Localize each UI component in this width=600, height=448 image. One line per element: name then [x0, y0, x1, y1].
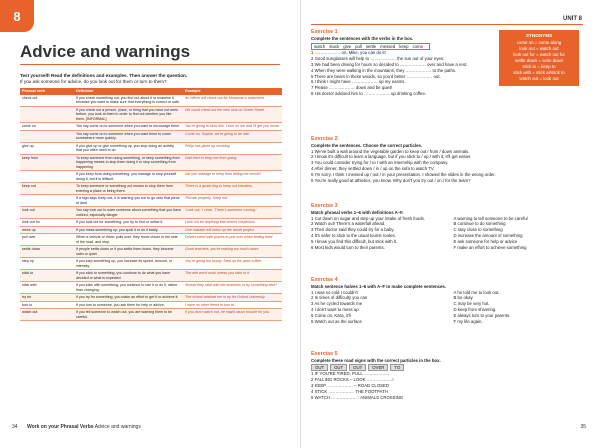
match-item: E always turn to your parents.: [453, 312, 511, 318]
word-box-item: stuck: [329, 43, 340, 49]
table-row: [20, 95, 282, 107]
match-item: 2 Watch out! There's a waterfall ahead.: [311, 221, 386, 227]
intro-question: If you ask someone for advice, do you look out for them or turn to them?: [20, 79, 167, 84]
cell-definition: If a sign says Keep out, it is warning you not to go onto that piece of land.: [74, 195, 183, 207]
exercise-item: 4 STICK ……………… THE FOOTPATH: [311, 388, 388, 394]
table-row: [20, 234, 282, 246]
exercise-item: 3 KEEP ……………… – ROAD CLOSED: [311, 382, 390, 388]
exercise-2-instruction: Complete the sentences. Choose the correct particles.: [311, 142, 423, 148]
cell-example: Drivers need safe places to pull over when feeling tired.: [183, 234, 282, 246]
cell-phrasal-verb: settle down: [20, 246, 74, 258]
synonym-item: stick to = keep to: [522, 64, 556, 69]
particle-box-item: OUT: [311, 364, 328, 372]
cell-phrasal-verb: [20, 195, 74, 207]
cell-phrasal-verb: look out for: [20, 219, 74, 227]
cell-definition: If people settle down or if you settle them down, they become calm or quiet.: [74, 246, 183, 258]
match-item: D increase the amount of something: [453, 232, 523, 238]
title-divider: [20, 64, 280, 65]
match-item: 4 It's safer to stick to the usual tourist routes.: [311, 232, 396, 238]
synonyms-list: [499, 40, 579, 82]
intro-instruction: Test yourself! Read the definitions and examples. Then answer the question.: [20, 73, 188, 78]
word-box-item: pull: [355, 43, 362, 49]
definitions-table: [20, 88, 282, 321]
exercise-5-instruction: Complete these road signs with the correct particles in the box.: [311, 357, 441, 363]
table-row: [20, 294, 282, 302]
cell-definition: If you step something up, you increase its speed, amount, or intensity.: [74, 258, 183, 270]
cell-definition: If you stick with something, you continue to use it or do it, rather than changing.: [74, 282, 183, 294]
exercise-item: 6 I think I might have ……………… up my exams.: [311, 79, 406, 85]
synonym-item: stick with = stick at/stick to: [513, 70, 565, 75]
table-row: [20, 226, 282, 234]
match-item: D keep from shivering.: [453, 306, 497, 312]
unit-number: 8: [13, 8, 21, 24]
cell-example: The diet won't work unless you stick to it.: [183, 270, 282, 282]
table-row: [20, 270, 282, 282]
exercise-item: 6 You're really good at athletics, you know. Why don't you try out / on / for the team?: [311, 177, 471, 183]
table-row: [20, 195, 282, 207]
match-item: B continue to do something: [453, 221, 506, 227]
exercise-5-word-box: [311, 364, 406, 372]
match-item: 5 Come on, Kara, it'll: [311, 312, 351, 318]
table-row: [20, 309, 282, 321]
match-item: 2 In times of difficulty you can: [311, 295, 368, 301]
cell-example: The school advised me to try for Oxford University.: [183, 294, 282, 302]
cell-phrasal-verb: [20, 171, 74, 183]
word-box-item: watch: [314, 43, 326, 49]
table-row: [20, 219, 282, 227]
cell-example: Good teachers, you're making too much noise.: [183, 246, 282, 258]
exercise-4-right: [454, 290, 597, 325]
cell-example: One mistake will mess up the whole project.: [183, 226, 282, 234]
cell-definition: If you check out a person, place, or thing that you have not seen before, you look at them in order to find out whether you like them. [INFORMAL]: [74, 106, 183, 123]
cell-example: We could check out the new club on Green Street.: [183, 106, 282, 123]
cell-definition: You say look out to warn someone about something that you have noticed, especially danger.: [74, 207, 183, 219]
cell-example: Look out for anything that seems suspicious.: [183, 219, 282, 227]
word-box-item: settle: [365, 43, 377, 49]
exercise-item: 4 After dinner, they settled down / in / up on the sofa to watch TV.: [311, 165, 435, 171]
table-row: [20, 130, 282, 142]
match-item: F my life again.: [453, 318, 483, 324]
cell-definition: If you stick to something, you continue to do what you have decided or what is expected.: [74, 270, 183, 282]
exercise-item: 7 Please ……………… down and be quiet!: [311, 85, 393, 91]
cell-example: Philip has given up smoking.: [183, 142, 282, 154]
table-row: [20, 258, 282, 270]
exercise-1: [311, 30, 496, 97]
unit-tab: [0, 0, 34, 32]
page-number-right: 35: [580, 424, 586, 430]
exercise-item: 3 You could consider trying for / to / with an internship with the company.: [311, 160, 449, 166]
match-item: E ask someone for help or advice: [453, 238, 518, 244]
cell-phrasal-verb: stick to: [20, 270, 74, 282]
exercise-3-title: Exercise 3: [311, 203, 338, 209]
cell-phrasal-verb: mess up: [20, 226, 74, 234]
cell-definition: When a vehicle or driver pulls over, they move closer to the side of the road, and stop.: [74, 234, 183, 246]
exercise-item: 2 Good sunglasses will help to ……………… the sun out of your eyes.: [311, 56, 445, 62]
book-title: Work on your Phrasal Verbs: [26, 424, 94, 430]
exercise-3-instruction: Match phrasal verbs 1–6 with definitions A–F.: [311, 209, 404, 215]
table-body: [20, 95, 282, 321]
cell-phrasal-verb: watch out: [20, 309, 74, 321]
right-page: [301, 0, 600, 448]
cell-phrasal-verb: stick with: [20, 282, 74, 294]
unit-divider: [311, 24, 583, 25]
particle-box-item: OUT: [330, 364, 347, 372]
exercise-item: 8 His doctor advised him to ……………… up drinking coffee.: [311, 90, 427, 96]
exercise-5: [311, 352, 596, 400]
cell-definition: You say come on to someone when you want them to come somewhere more quickly.: [74, 130, 183, 142]
exercise-item: 1 ……………… on, Mike, you can do it!: [311, 50, 386, 56]
exercise-2-items: [311, 149, 591, 184]
cell-example: There is a guard dog to keep out intruders.: [183, 183, 282, 195]
word-box-item: come: [412, 43, 424, 49]
table-row: [20, 142, 282, 154]
word-box-item: give: [343, 43, 352, 49]
exercise-item: 2 FALLING ROCKS – LOOK ………………!: [311, 377, 394, 383]
exercise-item: 4 When they were walking in the mountains, they ……………… to the paths.: [311, 67, 457, 73]
cell-phrasal-verb: keep from: [20, 154, 74, 171]
exercise-item: 1 We've built a wall around the vegetable garden to keep out / from / down animals.: [311, 148, 470, 154]
cell-definition: You say come on to someone when you want to encourage them.: [74, 123, 183, 131]
cell-phrasal-verb: look out: [20, 207, 74, 219]
exercise-2: [311, 137, 591, 183]
exercise-5-title: Exercise 5: [311, 351, 338, 357]
exercise-3-right: [454, 216, 597, 251]
exercise-item: 1 IF YOU'RE TIRED, PULL ………………: [311, 371, 390, 377]
exercise-1-items: [311, 50, 496, 96]
synonyms-header: SYNONYMS: [525, 33, 553, 38]
synonym-item: come on = come along: [516, 40, 562, 45]
header-definition: Definition: [74, 88, 183, 95]
exercise-4-left: [311, 290, 454, 325]
exercise-1-title: Exercise 1: [311, 29, 338, 35]
table-row: [20, 246, 282, 258]
header-example: Example: [183, 88, 282, 95]
cell-definition: If you keep from doing something, you manage to stop yourself doing it, but it is difficult.: [74, 171, 183, 183]
table-row: [20, 123, 282, 131]
particle-box-item: OVER: [368, 364, 388, 372]
synonym-item: look out for = watch out for: [513, 52, 565, 57]
match-item: F make an effort to achieve something: [453, 244, 527, 250]
intro-text: [20, 73, 285, 85]
cell-example: An officer will check out Mr Mossman's statement.: [183, 95, 282, 107]
synonym-item: settle down = calm down: [514, 58, 564, 63]
cell-example: You're going to blow this. Leon on me and I'll get you home.: [183, 123, 282, 131]
table-row: [20, 301, 282, 309]
table-row: [20, 183, 282, 195]
cell-example: Dad tried to keep me from going.: [183, 154, 282, 171]
word-box-item: keep: [399, 43, 409, 49]
table-row: [20, 282, 282, 294]
exercise-item: 5 WATCH ……………… : ANIMALS CROSSING: [311, 394, 404, 400]
header-phrasal-verb: Phrasal verb: [20, 88, 74, 95]
cell-definition: To keep someone from doing something, or keep something from happening means to stop them doing it or stop something from happening.: [74, 154, 183, 171]
exercise-1-word-box: [311, 43, 430, 51]
table-row: [20, 207, 282, 219]
match-item: 4 I don't want to mess up: [311, 306, 359, 312]
exercise-4: [311, 278, 596, 324]
match-item: 5 I know you find this difficult, but stick with it.: [311, 238, 398, 244]
cell-example: Did you manage to keep from telling the secret?: [183, 171, 282, 183]
match-item: 3 Their doctor said they could try for a baby.: [311, 227, 395, 233]
match-item: 1 Cut down on sugar and step up your intake of fresh foods.: [311, 215, 425, 221]
cell-phrasal-verb: try for: [20, 294, 74, 302]
synonym-item: watch out = look out: [519, 76, 559, 81]
table-row: [20, 154, 282, 171]
cell-phrasal-verb: [20, 130, 74, 142]
match-item: 6 Most kids would turn to their parents.: [311, 244, 385, 250]
exercise-3-left: [311, 216, 454, 251]
cell-definition: If you mess something up, you spoil it or do it badly.: [74, 226, 183, 234]
left-footer: [12, 424, 141, 430]
particle-box-item: OUT: [349, 364, 366, 372]
match-item: 1 I was so cold I couldn't: [311, 289, 358, 295]
word-box-item: messed: [380, 43, 396, 49]
table-row: [20, 171, 282, 183]
match-item: B be okay.: [453, 295, 474, 301]
exercise-item: 5 I'm sorry. I think I messed up / out / in your presentation. I showed the slides in the wrong order.: [311, 171, 496, 177]
cell-definition: If you check something out, you find out about it or examine it because you want to make sure that everything is correct or safe.: [74, 95, 183, 107]
match-item: A he told me to look out.: [453, 289, 500, 295]
exercise-4-title: Exercise 4: [311, 277, 338, 283]
cell-example: Come on, Sophie, we're going to be late.: [183, 130, 282, 142]
exercise-item: 5 There are bears in these woods, so you'd better ……………… out.: [311, 73, 441, 79]
cell-example: If you don't watch out, he might cause trouble for you.: [183, 309, 282, 321]
synonyms-box: [499, 30, 579, 86]
cell-phrasal-verb: step up: [20, 258, 74, 270]
match-item: C stay close to something: [453, 227, 503, 233]
exercise-item: 3 We had been driving for hours so decided to ……………… over and have a rest.: [311, 61, 468, 67]
cell-phrasal-verb: turn to: [20, 301, 74, 309]
synonym-item: look out = watch out: [519, 46, 559, 51]
exercise-3-columns: [311, 216, 596, 251]
exercise-3: [311, 204, 596, 250]
cell-phrasal-verb: [20, 106, 74, 123]
cell-definition: To keep someone or something out means to stop them from entering a place or being there.: [74, 183, 183, 195]
table-row: [20, 106, 282, 123]
cell-phrasal-verb: keep out: [20, 183, 74, 195]
cell-example: I have no other friend to turn to.: [183, 301, 282, 309]
unit-topic: Advice and warnings: [94, 424, 141, 430]
cell-definition: If you turn to someone, you ask them for help or advice.: [74, 301, 183, 309]
page-number-left: 34: [12, 424, 18, 430]
cell-definition: If you give up or give something up, you stop doing an activity that you often used to do.: [74, 142, 183, 154]
exercise-5-items: [311, 371, 596, 400]
exercise-4-columns: [311, 290, 596, 325]
cell-example: You're going too slowly. Step up the pace a little.: [183, 258, 282, 270]
cell-example: 'Look out,' I cried. 'There's someone coming.': [183, 207, 282, 219]
cell-example: 'Private property. Keep out.': [183, 195, 282, 207]
unit-label: UNIT 8: [562, 16, 582, 22]
match-item: 3 As he cycled towards me: [311, 301, 363, 307]
particle-box-item: TO: [390, 364, 404, 372]
cell-definition: If you try for something, you make an effort to get it or achieve it.: [74, 294, 183, 302]
cell-phrasal-verb: check out: [20, 95, 74, 107]
cell-phrasal-verb: come on: [20, 123, 74, 131]
exercise-4-instruction: Match sentence halves 1–6 with A–F to make complete sentences.: [311, 283, 447, 289]
match-item: C may be very hot.: [453, 301, 490, 307]
cell-phrasal-verb: pull over: [20, 234, 74, 246]
cell-phrasal-verb: give up: [20, 142, 74, 154]
exercise-1-instruction: Complete the sentences with the verbs in the box.: [311, 35, 414, 41]
cell-definition: If you tell someone to watch out, you are warning them to be careful.: [74, 309, 183, 321]
match-item: A warning to tell someone to be careful: [453, 215, 528, 221]
cell-example: Should they stick with the business or try something else?: [183, 282, 282, 294]
page-title: Advice and warnings: [20, 42, 191, 61]
exercise-2-title: Exercise 2: [311, 136, 338, 142]
cell-definition: If you look out for something, you try to find or notice it.: [74, 219, 183, 227]
match-item: 6 Watch out as the surface: [311, 318, 362, 324]
exercise-item: 2 I know it's difficult to learn a language, but if you stick to / up / with it, it'll get easier.: [311, 154, 472, 160]
